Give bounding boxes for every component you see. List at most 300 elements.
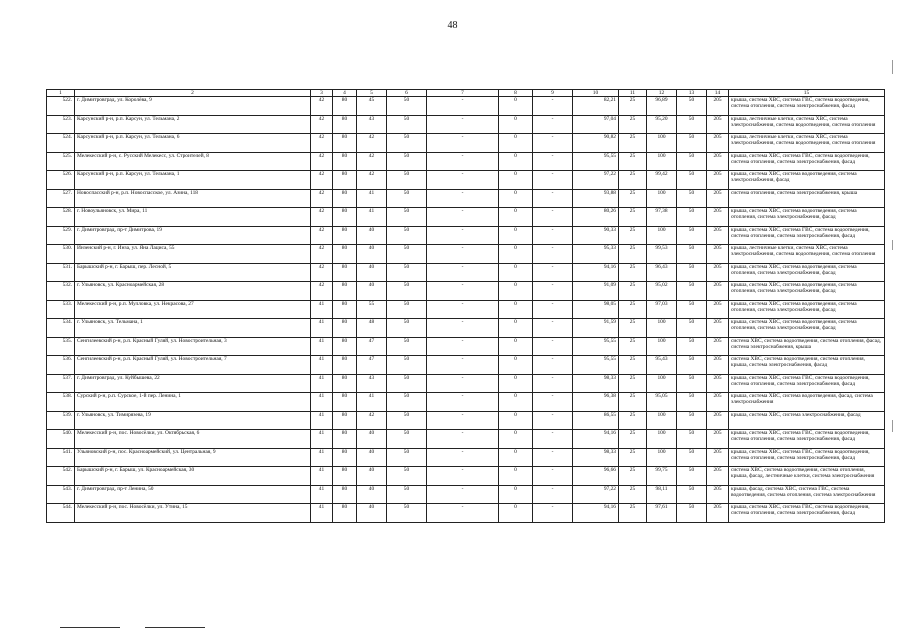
value-cell: - (533, 115, 573, 134)
value-cell: 95,33 (573, 245, 619, 264)
value-cell: 80 (333, 504, 357, 523)
value-cell: 47 (357, 337, 387, 356)
value-cell: 50 (677, 356, 707, 375)
value-cell: 0 (499, 152, 533, 171)
value-cell: - (427, 448, 499, 467)
value-cell: 93,88 (573, 189, 619, 208)
value-cell: 41 (311, 337, 333, 356)
value-cell: - (427, 374, 499, 393)
value-cell: 80 (333, 430, 357, 449)
value-cell: 40 (357, 430, 387, 449)
address-cell: Ульяновский р-н, пос. Красноармейский, ул. Центральная, 9 (75, 448, 311, 467)
address-cell: Сенгилеевский р-н, р.п. Красный Гуляй, ул. Новостроительная, 3 (75, 337, 311, 356)
row-number-cell: 526. (47, 171, 75, 190)
value-cell: 25 (619, 263, 647, 282)
value-cell: 205 (707, 152, 729, 171)
value-cell: 0 (499, 411, 533, 430)
table-row (47, 356, 885, 375)
address-cell: г. Ульяновск, ул. Тимирязева, 19 (75, 411, 311, 430)
column-header-2: 2 (75, 90, 311, 97)
value-cell: 43 (357, 115, 387, 134)
row-number-cell: 532. (47, 282, 75, 301)
value-cell: 50 (677, 485, 707, 504)
value-cell: 40 (357, 485, 387, 504)
value-cell: 80 (333, 115, 357, 134)
value-cell: 25 (619, 448, 647, 467)
value-cell: 50 (677, 393, 707, 412)
value-cell: 0 (499, 171, 533, 190)
value-cell: - (427, 97, 499, 116)
value-cell: 100 (647, 374, 677, 393)
value-cell: 25 (619, 134, 647, 153)
value-cell: 50 (677, 374, 707, 393)
value-cell: - (533, 448, 573, 467)
value-cell: 50 (677, 448, 707, 467)
value-cell: 0 (499, 115, 533, 134)
table-row (47, 485, 885, 504)
value-cell: 0 (499, 356, 533, 375)
address-cell: Карсунский р-н, р.п. Карсун, ул. Тельмана, 6 (75, 134, 311, 153)
value-cell: 41 (357, 393, 387, 412)
work-list-cell: система отопления, система электроснабжения, крыша (729, 189, 885, 208)
value-cell: 50 (677, 134, 707, 153)
work-list-cell: крыша, лестничные клетки, система ХВС, система электроснабжения, система водоотведения, система отопления (729, 134, 885, 153)
value-cell: - (533, 337, 573, 356)
value-cell: 25 (619, 282, 647, 301)
work-list-cell: крыша, система ХВС, система ГВС, система водоотведения, система отопления, система электроснабжения, фасад (729, 226, 885, 245)
buildings-table (46, 89, 885, 523)
work-list-cell: крыша, система ХВС, система водоотведения, система отопления, система электроснабжения, фасад (729, 208, 885, 227)
table-row (47, 97, 885, 116)
value-cell: 25 (619, 300, 647, 319)
value-cell: 95,43 (647, 356, 677, 375)
value-cell: 42 (311, 134, 333, 153)
value-cell: 205 (707, 374, 729, 393)
value-cell: 41 (311, 485, 333, 504)
value-cell: 97,04 (573, 115, 619, 134)
value-cell: 98,05 (573, 300, 619, 319)
work-list-cell: система ХВС, система водоотведения, система отопления, крыша, фасад, лестничные клетки, система электроснабжения (729, 467, 885, 486)
value-cell: 50 (387, 263, 427, 282)
value-cell: 50 (387, 245, 427, 264)
value-cell: - (533, 134, 573, 153)
value-cell: 42 (357, 411, 387, 430)
value-cell: 25 (619, 504, 647, 523)
column-header-15: 15 (729, 90, 885, 97)
address-cell: Мелекесский р-н, с. Русский Мелекесс, ул. Строителей, 8 (75, 152, 311, 171)
value-cell: 42 (311, 263, 333, 282)
work-list-cell: крыша, лестничные клетки, система ХВС, система электроснабжения, система водоотведения, система отопления (729, 245, 885, 264)
value-cell: 205 (707, 337, 729, 356)
value-cell: 80 (333, 319, 357, 338)
value-cell: 50 (387, 97, 427, 116)
value-cell: 42 (357, 134, 387, 153)
value-cell: 95,55 (573, 337, 619, 356)
address-cell: г. Ульяновск, ул. Тельмана, 1 (75, 319, 311, 338)
value-cell: - (533, 263, 573, 282)
value-cell: 50 (677, 171, 707, 190)
value-cell: 42 (311, 282, 333, 301)
row-number-cell: 542. (47, 467, 75, 486)
value-cell: - (427, 337, 499, 356)
value-cell: 0 (499, 300, 533, 319)
value-cell: 98,33 (573, 448, 619, 467)
value-cell: 50 (677, 115, 707, 134)
value-cell: 205 (707, 504, 729, 523)
value-cell: 40 (357, 504, 387, 523)
table-row (47, 300, 885, 319)
address-cell: г. Димитровград, пр-т Ленина, 50 (75, 485, 311, 504)
value-cell: 205 (707, 448, 729, 467)
value-cell: 50 (677, 189, 707, 208)
column-header-8: 8 (499, 90, 533, 97)
row-number-cell: 527. (47, 189, 75, 208)
column-header-10: 10 (573, 90, 619, 97)
value-cell: - (427, 467, 499, 486)
table-row (47, 337, 885, 356)
value-cell: 25 (619, 411, 647, 430)
value-cell: 45 (357, 97, 387, 116)
row-number-cell: 544. (47, 504, 75, 523)
value-cell: 0 (499, 374, 533, 393)
value-cell: 100 (647, 226, 677, 245)
value-cell: - (533, 282, 573, 301)
work-list-cell: система ХВС, система водоотведения, система отопления, крыша, система электроснабжения, фасад (729, 356, 885, 375)
value-cell: 97,61 (647, 504, 677, 523)
work-list-cell: крыша, система ХВС, система водоотведения, система отопления, система электроснабжения, фасад (729, 263, 885, 282)
value-cell: 80 (333, 208, 357, 227)
value-cell: 205 (707, 245, 729, 264)
column-header-4: 4 (333, 90, 357, 97)
work-list-cell: крыша, система ХВС, система ГВС, система водоотведения, система отопления, система электроснабжения, фасад (729, 97, 885, 116)
value-cell: 99,75 (647, 467, 677, 486)
table-row (47, 189, 885, 208)
value-cell: 50 (677, 152, 707, 171)
value-cell: 100 (647, 411, 677, 430)
value-cell: 25 (619, 115, 647, 134)
value-cell: - (427, 319, 499, 338)
value-cell: 40 (357, 263, 387, 282)
table-row (47, 152, 885, 171)
value-cell: - (427, 300, 499, 319)
value-cell: 50 (677, 226, 707, 245)
address-cell: Инзенский р-н, г. Инза, ул. Яна Лациса, 55 (75, 245, 311, 264)
value-cell: 0 (499, 504, 533, 523)
row-number-cell: 539. (47, 411, 75, 430)
value-cell: 50 (677, 319, 707, 338)
value-cell: 80 (333, 171, 357, 190)
address-cell: Барышский р-н, г. Барыш, пер. Лесной, 5 (75, 263, 311, 282)
column-header-5: 5 (357, 90, 387, 97)
value-cell: 94,16 (573, 263, 619, 282)
value-cell: - (533, 430, 573, 449)
value-cell: 96,89 (647, 97, 677, 116)
table-header-row (47, 90, 885, 97)
value-cell: - (427, 208, 499, 227)
column-header-7: 7 (427, 90, 499, 97)
value-cell: 25 (619, 393, 647, 412)
value-cell: - (533, 356, 573, 375)
value-cell: 0 (499, 97, 533, 116)
value-cell: 50 (677, 300, 707, 319)
value-cell: - (427, 282, 499, 301)
row-number-cell: 530. (47, 245, 75, 264)
table-row (47, 411, 885, 430)
value-cell: 42 (357, 152, 387, 171)
value-cell: 50 (677, 504, 707, 523)
value-cell: 205 (707, 115, 729, 134)
value-cell: 25 (619, 374, 647, 393)
value-cell: 86,55 (573, 411, 619, 430)
value-cell: 25 (619, 485, 647, 504)
value-cell: 41 (311, 300, 333, 319)
row-number-cell: 536. (47, 356, 75, 375)
value-cell: 43 (357, 374, 387, 393)
value-cell: 25 (619, 430, 647, 449)
value-cell: 50 (387, 134, 427, 153)
table-row (47, 319, 885, 338)
value-cell: 50 (677, 411, 707, 430)
value-cell: 50 (387, 282, 427, 301)
value-cell: - (533, 171, 573, 190)
row-number-cell: 522. (47, 97, 75, 116)
value-cell: 97,22 (573, 171, 619, 190)
value-cell: - (427, 504, 499, 523)
value-cell: 42 (311, 208, 333, 227)
value-cell: 100 (647, 134, 677, 153)
value-cell: 80 (333, 134, 357, 153)
row-number-cell: 528. (47, 208, 75, 227)
value-cell: 50 (677, 97, 707, 116)
value-cell: 205 (707, 356, 729, 375)
value-cell: 0 (499, 393, 533, 412)
value-cell: 0 (499, 189, 533, 208)
value-cell: 80 (333, 448, 357, 467)
value-cell: 99,42 (647, 171, 677, 190)
value-cell: 42 (311, 245, 333, 264)
value-cell: - (533, 208, 573, 227)
value-cell: - (427, 356, 499, 375)
value-cell: 48 (357, 319, 387, 338)
value-cell: 50 (387, 467, 427, 486)
row-number-cell: 529. (47, 226, 75, 245)
table-row (47, 467, 885, 486)
page-number: 48 (447, 20, 458, 31)
value-cell: 25 (619, 189, 647, 208)
value-cell: 50 (387, 337, 427, 356)
value-cell: 80 (333, 337, 357, 356)
value-cell: 25 (619, 152, 647, 171)
value-cell: 50 (677, 430, 707, 449)
work-list-cell: крыша, система ХВС, система ГВС, система водоотведения, система отопления, система электроснабжения, фасад (729, 448, 885, 467)
value-cell: 96,38 (573, 393, 619, 412)
value-cell: 40 (357, 282, 387, 301)
value-cell: 0 (499, 208, 533, 227)
table-row (47, 374, 885, 393)
table-row (47, 282, 885, 301)
value-cell: - (427, 171, 499, 190)
value-cell: 100 (647, 448, 677, 467)
value-cell: 50 (387, 485, 427, 504)
value-cell: 205 (707, 319, 729, 338)
value-cell: 205 (707, 430, 729, 449)
value-cell: - (427, 115, 499, 134)
value-cell: - (533, 485, 573, 504)
value-cell: 41 (311, 448, 333, 467)
work-list-cell: крыша, система ХВС, система водоотведения, система электроснабжения, фасад (729, 171, 885, 190)
value-cell: 80 (333, 226, 357, 245)
row-number-cell: 541. (47, 448, 75, 467)
value-cell: 41 (311, 411, 333, 430)
value-cell: 50 (387, 430, 427, 449)
value-cell: 80 (333, 467, 357, 486)
work-list-cell: крыша, система ХВС, система водоотведения, фасад, система электроснабжения (729, 393, 885, 412)
address-cell: Новоспасский р-н, р.п. Новоспасское, ул. Азина, 118 (75, 189, 311, 208)
value-cell: 100 (647, 430, 677, 449)
value-cell: 25 (619, 245, 647, 264)
address-cell: Мелекесский р-н, р.п. Мулловка, ул. Некрасова, 27 (75, 300, 311, 319)
value-cell: 50 (387, 115, 427, 134)
table-row (47, 171, 885, 190)
work-list-cell: крыша, система ХВС, система водоотведения, система отопления, система электроснабжения, фасад (729, 319, 885, 338)
column-header-13: 13 (677, 90, 707, 97)
value-cell: 41 (357, 208, 387, 227)
value-cell: 205 (707, 282, 729, 301)
value-cell: 205 (707, 226, 729, 245)
value-cell: - (427, 430, 499, 449)
value-cell: 80 (333, 245, 357, 264)
value-cell: - (533, 393, 573, 412)
value-cell: 41 (311, 319, 333, 338)
value-cell: - (533, 189, 573, 208)
value-cell: 205 (707, 208, 729, 227)
value-cell: - (533, 300, 573, 319)
value-cell: 0 (499, 467, 533, 486)
work-list-cell: крыша, система ХВС, система ГВС, система водоотведения, система отопления, система электроснабжения, фасад (729, 504, 885, 523)
value-cell: 98,33 (573, 374, 619, 393)
value-cell: 50 (677, 245, 707, 264)
value-cell: 25 (619, 356, 647, 375)
value-cell: - (427, 152, 499, 171)
value-cell: 95,20 (647, 115, 677, 134)
value-cell: 91,09 (573, 282, 619, 301)
value-cell: 50 (677, 467, 707, 486)
value-cell: 42 (357, 171, 387, 190)
column-header-11: 11 (619, 90, 647, 97)
value-cell: 99,53 (647, 245, 677, 264)
table-row (47, 115, 885, 134)
value-cell: - (427, 245, 499, 264)
value-cell: 100 (647, 189, 677, 208)
value-cell: 25 (619, 467, 647, 486)
value-cell: - (533, 319, 573, 338)
address-cell: Мелекесский р-н, пос. Новосёлки, ул. Октябрьская, 6 (75, 430, 311, 449)
value-cell: 100 (647, 319, 677, 338)
value-cell: 80 (333, 97, 357, 116)
address-cell: Карсунский р-н, р.п. Карсун, ул. Тельмана, 2 (75, 115, 311, 134)
work-list-cell: крыша, фасад, система ХВС, система ГВС, система водоотведения, система отопления, система электроснабжения (729, 485, 885, 504)
address-cell: г. Димитровград, ул. Королёва, 9 (75, 97, 311, 116)
value-cell: 0 (499, 430, 533, 449)
value-cell: 41 (311, 374, 333, 393)
margin-mark (892, 240, 893, 250)
value-cell: 95,02 (647, 282, 677, 301)
table-row (47, 226, 885, 245)
value-cell: 50 (387, 171, 427, 190)
value-cell: 205 (707, 97, 729, 116)
row-number-cell: 540. (47, 430, 75, 449)
value-cell: - (427, 189, 499, 208)
value-cell: 50 (387, 208, 427, 227)
value-cell: 25 (619, 208, 647, 227)
value-cell: - (427, 226, 499, 245)
value-cell: 100 (647, 337, 677, 356)
work-list-cell: крыша, лестничные клетки, система ХВС, система электроснабжения, система водоотведения, система отопления (729, 115, 885, 134)
value-cell: 0 (499, 319, 533, 338)
value-cell: 95,55 (573, 152, 619, 171)
address-cell: Сурский р-н, р.п. Сурское, 1-й пер. Ленина, 1 (75, 393, 311, 412)
value-cell: 50 (387, 152, 427, 171)
value-cell: 95,05 (647, 393, 677, 412)
value-cell: 0 (499, 226, 533, 245)
value-cell: 94,16 (573, 430, 619, 449)
address-cell: г. Ульяновск, ул. Красноармейская, 28 (75, 282, 311, 301)
value-cell: 40 (357, 467, 387, 486)
value-cell: 50 (387, 448, 427, 467)
value-cell: 42 (311, 226, 333, 245)
value-cell: 0 (499, 134, 533, 153)
value-cell: 50 (387, 226, 427, 245)
value-cell: 50 (677, 208, 707, 227)
work-list-cell: система ХВС, система водоотведения, система отопления, фасад, система электроснабжения, крыша (729, 337, 885, 356)
row-number-cell: 534. (47, 319, 75, 338)
work-list-cell: крыша, система ХВС, система водоотведения, система отопления, система электроснабжения, фасад (729, 300, 885, 319)
value-cell: 25 (619, 97, 647, 116)
value-cell: 50 (387, 411, 427, 430)
value-cell: 41 (311, 467, 333, 486)
value-cell: 50 (677, 263, 707, 282)
value-cell: - (533, 245, 573, 264)
work-list-cell: крыша, система ХВС, система электроснабжения, фасад (729, 411, 885, 430)
value-cell: 80 (333, 485, 357, 504)
value-cell: 205 (707, 300, 729, 319)
value-cell: 40 (357, 245, 387, 264)
value-cell: 0 (499, 448, 533, 467)
row-number-cell: 524. (47, 134, 75, 153)
column-header-12: 12 (647, 90, 677, 97)
value-cell: 41 (357, 189, 387, 208)
value-cell: 42 (311, 97, 333, 116)
row-number-cell: 543. (47, 485, 75, 504)
footer-rule (60, 627, 120, 628)
value-cell: 50 (387, 189, 427, 208)
value-cell: 95,55 (573, 356, 619, 375)
value-cell: 80,26 (573, 208, 619, 227)
value-cell: 50 (677, 337, 707, 356)
table-row (47, 430, 885, 449)
margin-mark (892, 60, 893, 74)
value-cell: - (533, 152, 573, 171)
value-cell: - (427, 411, 499, 430)
value-cell: 25 (619, 337, 647, 356)
value-cell: - (427, 485, 499, 504)
row-number-cell: 523. (47, 115, 75, 134)
value-cell: 205 (707, 171, 729, 190)
work-list-cell: крыша, система ХВС, система ГВС, система водоотведения, система отопления, система электроснабжения, фасад (729, 152, 885, 171)
value-cell: 0 (499, 337, 533, 356)
value-cell: - (533, 411, 573, 430)
work-list-cell: крыша, система ХВС, система ГВС, система водоотведения, система отопления, система электроснабжения, фасад (729, 374, 885, 393)
